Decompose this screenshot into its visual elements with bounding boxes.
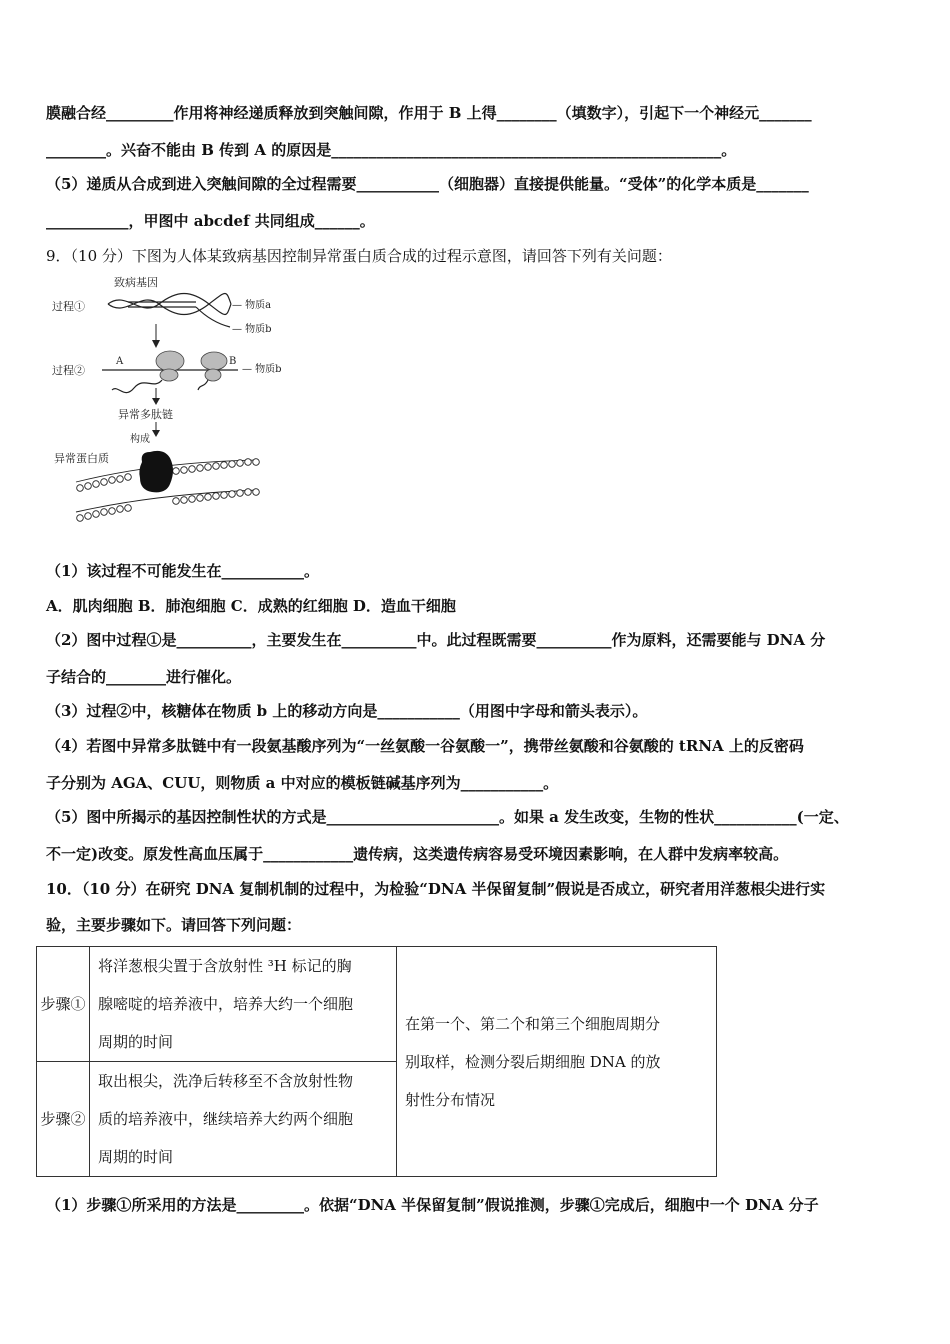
q9-part2a: （2）图中过程①是__________，主要发生在__________中。此过程既需要__________作为原料，还需要能与 DNA 分 [46,631,826,649]
step2-line-3: 周期的时间 [98,1148,174,1166]
detection-line-3: 射性分布情况 [405,1090,496,1109]
table-row [37,947,717,1062]
label-substance-b-1: — 物质b [232,324,272,335]
detection-line-1: 在第一个、第二个和第三个细胞周期分 [405,1014,661,1033]
question-10-title: 10．（10 分）在研究 DNA 复制机制的过程中，为检验“DNA 半保留复制”假说是否成立，研究者用洋葱根尖进行实 [46,880,826,898]
label-process-1: 过程① [52,300,85,313]
step1-line-3: 周期的时间 [98,1033,174,1051]
dna-helix [108,294,231,328]
process-diagram [46,272,282,540]
step2-label: 步骤② [37,1062,90,1177]
label-process-2: 过程② [52,364,85,377]
line-4: ___________，甲图中 abcdef 共同组成______。 [46,212,375,230]
step1-label: 步骤① [37,947,90,1062]
q9-part5a: （5）图中所揭示的基因控制性状的方式是_______________________。如果 a 发生改变，生物的性状___________(一定、 [46,808,849,826]
line-2: ________。兴奋不能由 B 传到 A 的原因是____________________________________________________。 [46,141,737,159]
q9-part1: （1）该过程不可能发生在___________。 [46,562,319,580]
ribosome-2 [201,352,227,381]
step2-line-2: 质的培养液中，继续培养大约两个细胞 [98,1110,354,1128]
label-substance-b-2: — 物质b [242,364,282,375]
label-protein: 异常蛋白质 [54,452,109,465]
question-10-title-2: 验，主要步骤如下。请回答下列问题： [46,916,302,934]
label-polypeptide: 异常多肽链 [118,408,173,421]
detection-line-2: 别取样，检测分裂后期细胞 DNA 的放 [405,1052,661,1071]
q9-options: A．肌肉细胞 B．肺泡细胞 C．成熟的红细胞 D．造血干细胞 [46,597,456,615]
q9-part4a: （4）若图中异常多肽链中有一段氨基酸序列为“一丝氨酸一谷氨酸一”，携带丝氨酸和谷氨酸的 tRNA 上的反密码 [46,737,804,755]
line-3: （5）递质从合成到进入突触间隙的全过程需要___________（细胞器）直接提供能量。“受体”的化学本质是_______ [46,175,809,193]
experiment-steps-table [36,946,717,1177]
step2-line-1: 取出根尖，洗净后转移至不含放射性物 [98,1072,354,1090]
label-B: B [229,356,237,367]
detection-content [397,947,717,1177]
abnormal-protein-blob [139,451,173,492]
q9-part3: （3）过程②中，核糖体在物质 b 上的移动方向是___________（用图中字母和箭头表示）。 [46,702,648,720]
ribosome-1 [156,351,184,381]
question-9-title: 9．（10 分）下图为人体某致病基因控制异常蛋白质合成的过程示意图，请回答下列有关问题： [46,247,672,265]
label-A: A [116,356,124,367]
label-substance-a: — 物质a [232,300,272,311]
line-1: 膜融合经_________作用将神经递质释放到突触间隙，作用于 B 上得________（填数字），引起下一个神经元_______ [46,104,812,122]
q9-part2b: 子结合的________进行催化。 [46,668,242,686]
peptide-1 [112,380,162,393]
peptide-2 [198,380,208,390]
label-gene: 致病基因 [114,276,158,289]
step1-content [90,947,397,1062]
q10-part1: （1）步骤①所采用的方法是_________。依据“DNA 半保留复制”假说推测，步骤①完成后，细胞中一个 DNA 分子 [46,1196,819,1214]
q9-part5b: 不一定)改变。原发性高血压属于____________遗传病，这类遗传病容易受环境因素影响，在人群中发病率较高。 [46,845,789,863]
step1-line-1: 将洋葱根尖置于含放射性 ³H 标记的胸 [98,957,352,975]
label-compose: 构成 [130,434,150,445]
q9-part4b: 子分别为 AGA、CUU，则物质 a 中对应的模板链碱基序列为___________。 [46,774,559,792]
step2-content [90,1062,397,1177]
step1-line-2: 腺嘧啶的培养液中，培养大约一个细胞 [98,995,354,1013]
